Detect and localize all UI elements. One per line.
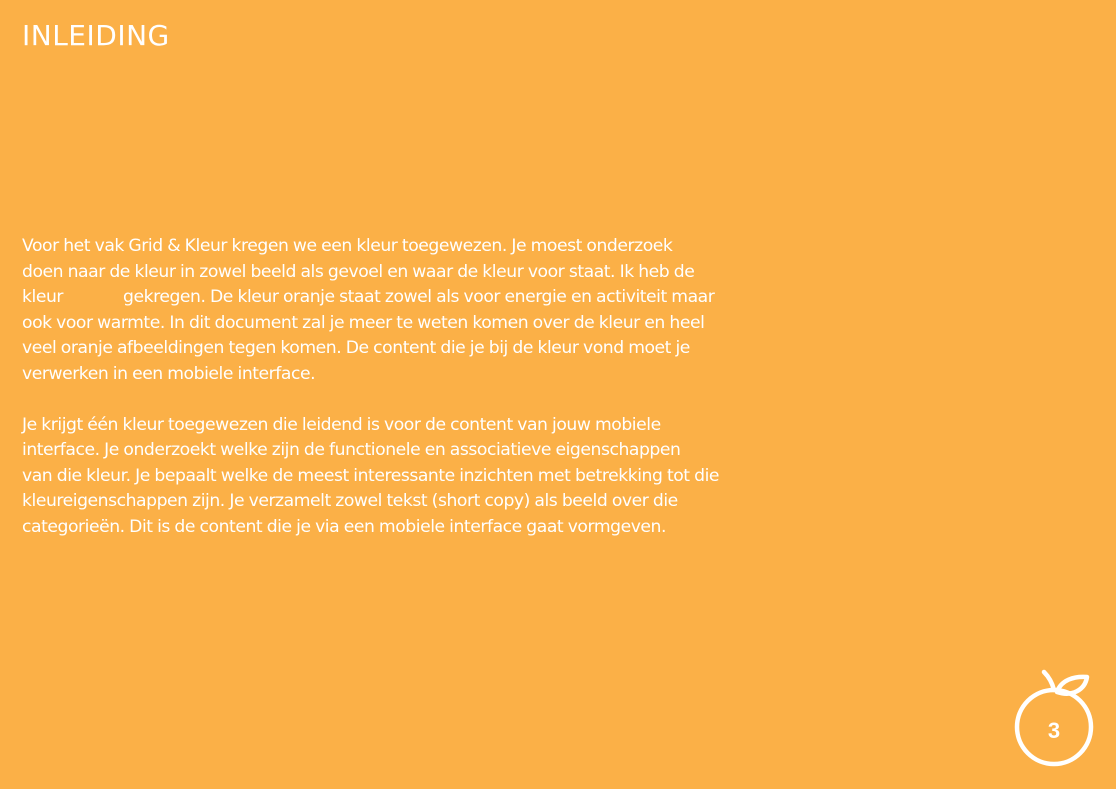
text-line: veel oranje afbeeldingen tegen komen. De content die je bij de kleur vond moet je xyxy=(22,338,690,358)
page-number-badge xyxy=(1010,668,1094,768)
text-line: doen naar de kleur in zowel beeld als gevoel en waar de kleur voor staat. Ik heb de xyxy=(22,261,695,282)
text-line: interface. Je onderzoekt welke zijn de functionele en associatieve eigenschappen xyxy=(22,440,681,460)
text-line: categorieën. Dit is de content die je via een mobiele interface gaat vormgeven. xyxy=(22,516,666,537)
text-fragment: gekregen. De kleur oranje staat zowel als voor energie en activiteit maar xyxy=(123,287,715,307)
intro-paragraph-1 xyxy=(22,234,715,387)
text-fragment: kleur xyxy=(22,287,64,307)
page-title: INLEIDING xyxy=(22,19,170,52)
text-line: verwerken in een mobiele interface. xyxy=(22,363,316,384)
text-line: van die kleur. Je bepaalt welke de meest interessante inzichten met betrekking tot die xyxy=(22,465,720,486)
text-line: kleureigenschappen zijn. Je verzamelt zowel tekst (short copy) als beeld over die xyxy=(22,491,678,511)
intro-paragraph-2 xyxy=(22,413,720,541)
intro-text xyxy=(22,234,720,540)
text-line-with-gap xyxy=(22,285,715,311)
text-line: Voor het vak Grid & Kleur kregen we een kleur toegewezen. Je moest onderzoek xyxy=(22,236,673,256)
text-line: Je krijgt één kleur toegewezen die leidend is voor de content van jouw mobiele xyxy=(22,414,661,435)
text-line: ook voor warmte. In dit document zal je meer te weten komen over de kleur en heel xyxy=(22,312,705,333)
page-number: 3 xyxy=(1047,718,1061,743)
